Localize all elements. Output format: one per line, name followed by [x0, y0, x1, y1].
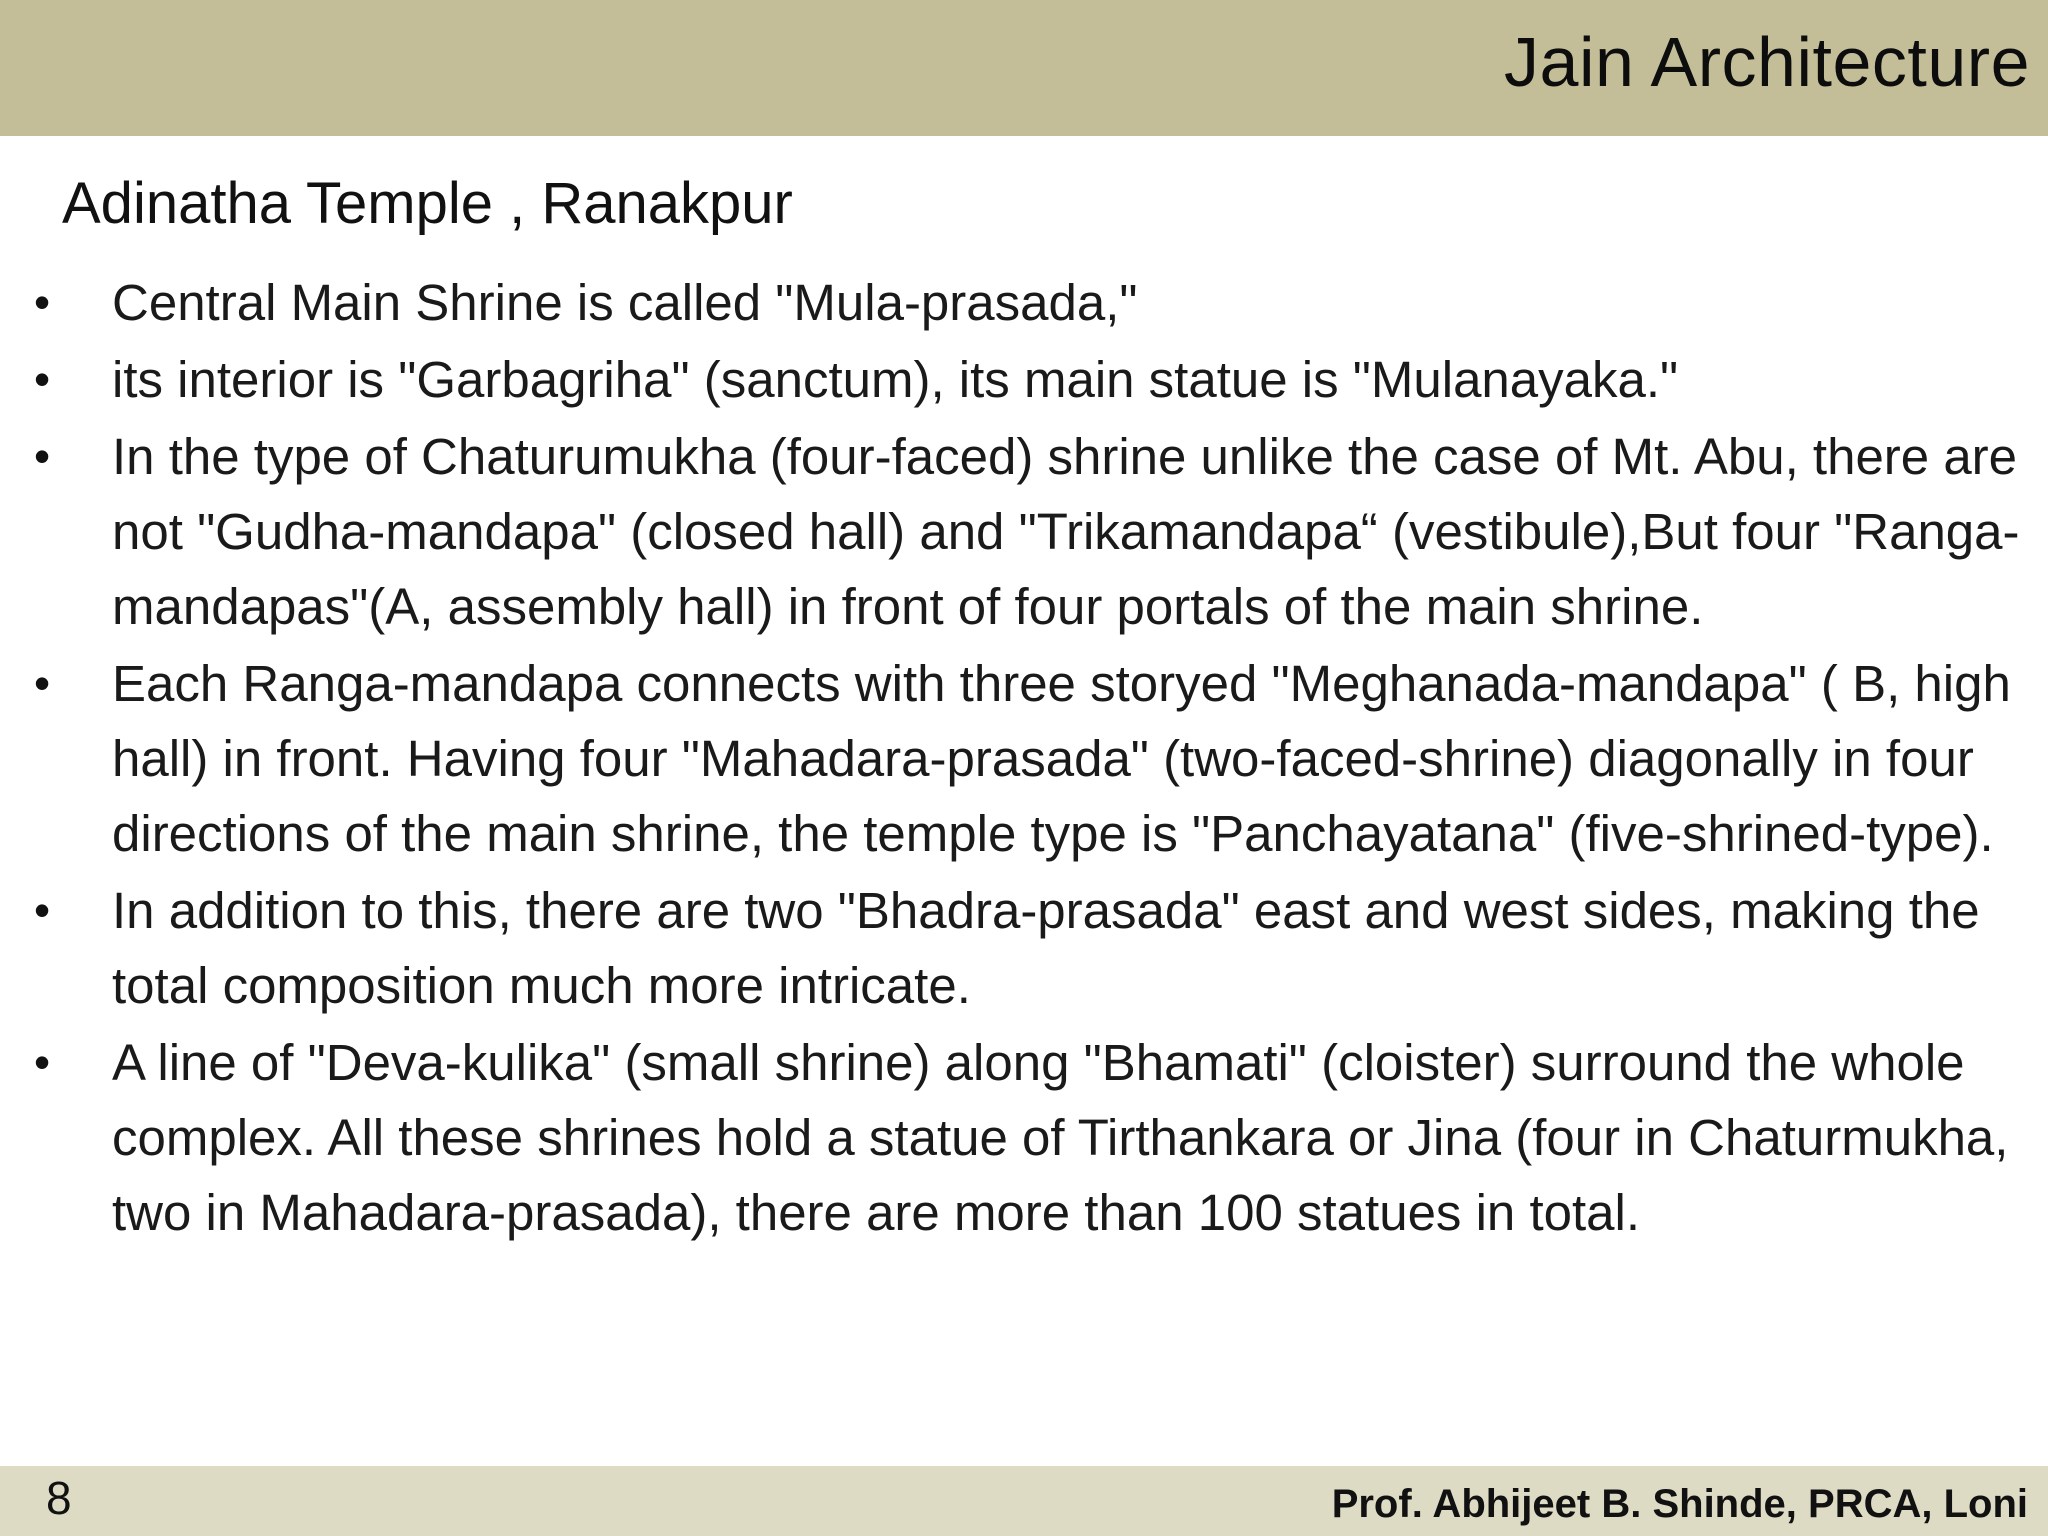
- bullet-item: [0, 419, 2048, 644]
- bullet-item: [0, 1025, 2048, 1250]
- bullet-icon: •: [34, 276, 51, 328]
- page-number: 8: [46, 1472, 72, 1524]
- bullet-text: Central Main Shrine is called "Mula-prasada,": [112, 274, 1138, 331]
- slide-title: Adinatha Temple , Ranakpur: [62, 171, 793, 236]
- bullet-list: [0, 265, 2048, 1252]
- bullet-icon: •: [34, 1036, 51, 1088]
- bullet-text: A line of "Deva-kulika" (small shrine) along "Bhamati" (cloister) surround the whole complex. All these shrines hold a statue of Tirthankara or Jina (four in Chaturmukha, two in Mahadara-prasada), there are more than 100 statues in total.: [112, 1034, 2009, 1241]
- bullet-text: its interior is "Garbagriha" (sanctum), its main statue is "Mulanayaka.": [112, 351, 1679, 408]
- bullet-icon: •: [34, 657, 51, 709]
- bullet-icon: •: [34, 884, 51, 936]
- bullet-item: [0, 265, 2048, 340]
- bullet-icon: •: [34, 353, 51, 405]
- bullet-item: [0, 342, 2048, 417]
- deck-title: Jain Architecture: [1504, 23, 2030, 101]
- bullet-item: [0, 646, 2048, 871]
- bullet-text: In the type of Chaturumukha (four-faced) shrine unlike the case of Mt. Abu, there are not "Gudha-mandapa" (closed hall) and "Trikamandapa“ (vestibule),But four "Ranga-mandapas"(A, assembly hall) in front of four portals of the main shrine.: [112, 428, 2020, 635]
- bullet-text: Each Ranga-mandapa connects with three storyed "Meghanada-mandapa" ( B, high hall) in front. Having four "Mahadara-prasada" (two-faced-shrine) diagonally in four directions of the main shrine, the temple type is "Panchayatana" (five-shrined-type).: [112, 655, 2011, 862]
- author-credit: Prof. Abhijeet B. Shinde, PRCA, Loni: [1331, 1482, 2028, 1526]
- bullet-item: [0, 873, 2048, 1023]
- bullet-text: In addition to this, there are two "Bhadra-prasada" east and west sides, making the total composition much more intricate.: [112, 882, 1980, 1014]
- bullet-icon: •: [34, 430, 51, 482]
